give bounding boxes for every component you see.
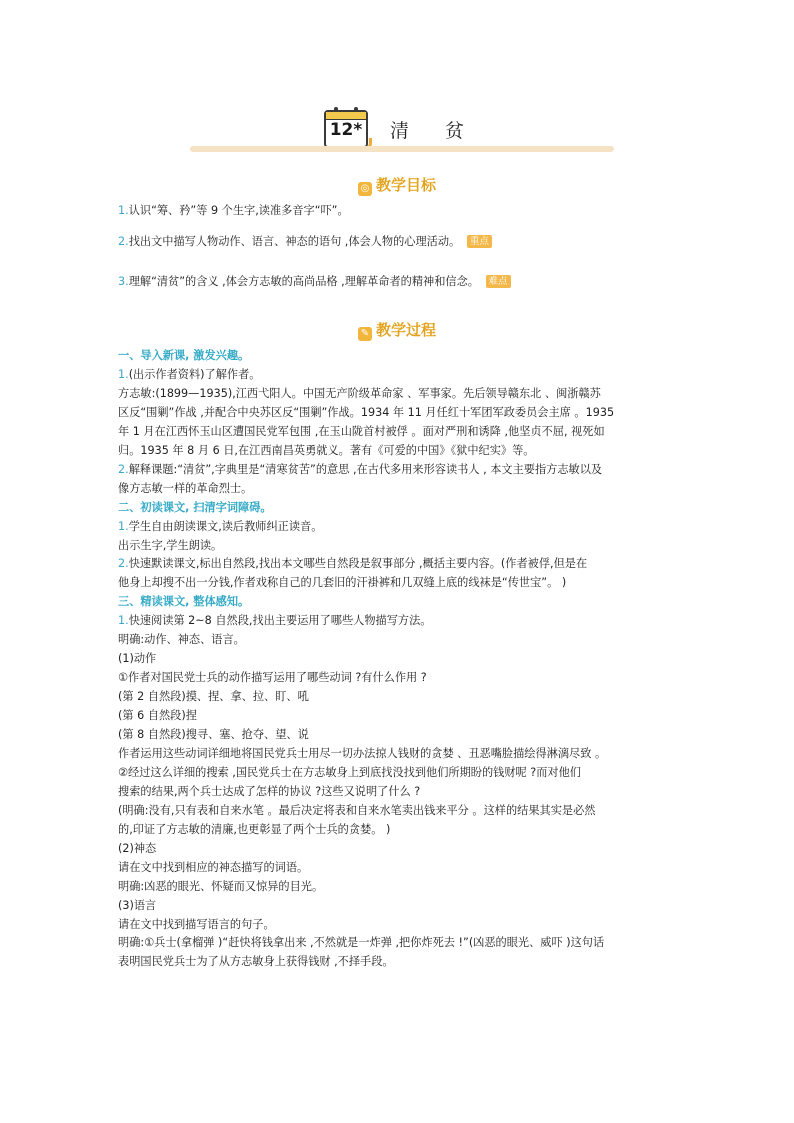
process-subheading: 一、导入新课, 激发兴趣。 <box>118 349 250 362</box>
process-text-line: 区反“围剿”作战 ,并配合中央苏区反“围剿”作战。1934 年 11 月任红十军团军政委员会主席 。1935 <box>118 405 615 419</box>
process-subheading: 二、初读课文, 扫清字词障碍。 <box>118 500 272 514</box>
goal-item-3: 3.理解“清贫”的含义 ,体会方志敏的高尚品格 ,理解革命者的精神和信念。 难点 <box>118 274 511 290</box>
pen-icon: ✎ <box>358 327 372 341</box>
lesson-number: 12* <box>329 120 363 140</box>
process-text-line: 明确:①兵士(拿榴弹 )“赶快将钱拿出来 ,不然就是一炸弹 ,把你炸死去 !”(凶恶的眼光、威吓 )这句话 <box>118 936 605 950</box>
process-text-line: 像方志敏一样的革命烈士。 <box>118 481 253 495</box>
difficult-point-badge: 难点 <box>486 275 511 288</box>
process-text-line: (明确:没有,只有表和自来水笔 。最后决定将表和自来水笔卖出钱来平分 。这样的结果其实是必然 <box>118 803 596 817</box>
process-text-line: 方志敏:(1899—1935),江西弋阳人。中国无产阶级革命家 、军事家。先后领导赣东北 、闽浙赣苏 <box>118 386 601 400</box>
goal-item-1: 1.认识“筹、矜”等 9 个生字,读准多音字“吓”。 <box>118 204 349 217</box>
process-text-line: 明确:凶恶的眼光、怀疑而又惊异的目光。 <box>118 879 324 893</box>
process-text-line: (3)语言 <box>118 898 157 912</box>
process-text-line: 明确:动作、神态、语言。 <box>118 633 245 647</box>
process-text-line: 请在文中找到相应的神态描写的词语。 <box>118 860 309 874</box>
process-numbered-line: 1.(出示作者资料)了解作者。 <box>118 367 261 381</box>
process-numbered-line: 1.快速阅读第 2~8 自然段,找出主要运用了哪些人物描写方法。 <box>118 614 432 628</box>
process-text-line: 搜索的结果,两个兵士达成了怎样的协议 ?这些又说明了什么 ? <box>118 784 421 798</box>
process-text-line: 作者运用这些动词详细地将国民党兵士用尽一切办法掠人钱财的贪婪 、丑恶嘴脸描绘得淋漓尽致 。 <box>118 746 607 760</box>
goal-item-2: 2.找出文中描写人物动作、语言、神态的语句 ,体会人物的心理活动。 重点 <box>118 234 492 250</box>
process-text-line: (第 6 自然段)捏 <box>118 709 197 723</box>
process-text-line: (第 8 自然段)搜寻、塞、抢夺、望、说 <box>118 728 309 741</box>
process-numbered-line: 1.学生自由朗读课文,读后教师纠正读音。 <box>118 519 323 533</box>
process-text-line: 的,印证了方志敏的清廉,也更彰显了两个士兵的贪婪。 ) <box>118 822 391 836</box>
lesson-title-text: 清贫 <box>390 120 501 142</box>
process-text-line: 表明国民党兵士为了从方志敏身上获得钱财 ,不择手段。 <box>118 955 394 969</box>
process-text-line: 请在文中找到描写语言的句子。 <box>118 917 275 931</box>
process-numbered-line: 2.快速默读课文,标出自然段,找出本文哪些自然段是叙事部分 ,概括主要内容。(作者被俘,但是在 <box>118 557 588 571</box>
process-numbered-line: 2.解释课题:“清贫”,字典里是“清寒贫苦”的意思 ,在古代多用来形容读书人 , 本文主要指方志敏以及 <box>118 462 603 476</box>
section-heading-process: ✎ 教学过程 <box>0 319 794 341</box>
lesson-title <box>190 110 614 152</box>
process-text-line: (1)动作 <box>118 652 157 666</box>
process-text-line: ②经过这么详细的搜索 ,国民党兵士在方志敏身上到底找没找到他们所期盼的钱财呢 ?而对他们 <box>118 765 581 779</box>
calendar-icon <box>324 110 368 148</box>
target-icon: ◎ <box>358 182 372 196</box>
title-underline <box>190 146 614 152</box>
section-heading-goals: ◎ 教学目标 <box>0 174 794 196</box>
process-text-line: (第 2 自然段)摸、捏、拿、拉、盯、吼 <box>118 690 309 704</box>
process-text-line: 出示生字,学生朗读。 <box>118 538 223 552</box>
process-text-line: 归。1935 年 8 月 6 日,在江西南昌英勇就义。著有《可爱的中国》《狱中纪实》等。 <box>118 443 535 457</box>
process-text-line: ①作者对国民党士兵的动作描写运用了哪些动词 ?有什么作用 ? <box>118 671 427 685</box>
process-text-line: 年 1 月在江西怀玉山区遭国民党军包围 ,在玉山陇首村被俘 。面对严刑和诱降 ,他坚贞不屈, 视死如 <box>118 424 605 438</box>
process-text-line: (2)神态 <box>118 841 157 855</box>
process-subheading: 三、精读课文, 整体感知。 <box>118 595 250 609</box>
process-text-line: 他身上却搜不出一分钱,作者戏称自己的几套旧的汗褂裤和几双缝上底的线袜是“传世宝”。 ) <box>118 576 567 590</box>
key-point-badge: 重点 <box>467 235 492 248</box>
